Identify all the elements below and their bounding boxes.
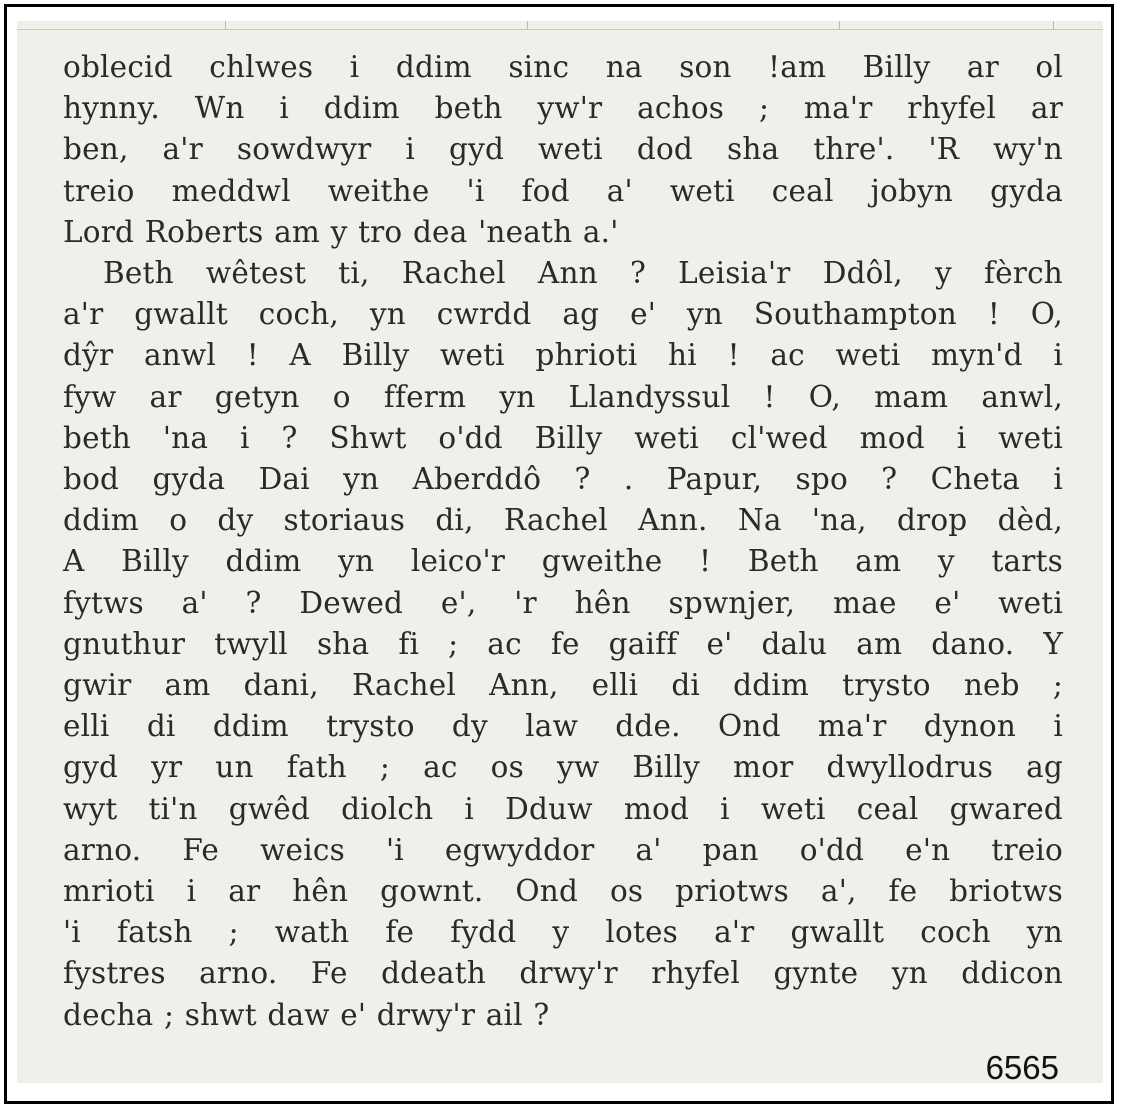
text-line: fyw ar getyn o fferm yn Llandyssul ! O, mam anwl, (63, 379, 1063, 414)
text-line: dŷr anwl ! A Billy weti phrioti hi ! ac weti myn'd i (63, 338, 1063, 373)
text-line: A Billy ddim yn leico'r gweithe ! Beth am y tarts (63, 544, 1063, 579)
paragraph-2 (63, 253, 1063, 1036)
text-line: a'r gwallt coch, yn cwrdd ag e' yn Southampton ! O, (63, 297, 1063, 332)
text-line: 'i fatsh ; wath fe fydd y lotes a'r gwallt coch yn (63, 915, 1063, 950)
text-line: mrioti i ar hên gownt. Ond os priotws a', fe briotws (63, 874, 1063, 909)
text-line: arno. Fe weics 'i egwyddor a' pan o'dd e'n treio (63, 832, 1063, 867)
article-text (63, 47, 1063, 1036)
text-line: Beth wêtest ti, Rachel Ann ? Leisia'r Ddôl, y fèrch (103, 256, 1063, 291)
text-line: gyd yr un fath ; ac os yw Billy mor dwyllodrus ag (63, 750, 1063, 785)
page-number: 6565 (985, 1049, 1059, 1086)
text-line: ben, a'r sowdwyr i gyd weti dod sha thre'. 'R wy'n (63, 132, 1063, 167)
text-line: beth 'na i ? Shwt o'dd Billy weti cl'wed mod i weti (63, 420, 1063, 455)
text-line: wyt ti'n gwêd diolch i Dduw mod i weti ceal gwared (63, 791, 1063, 826)
text-line: treio meddwl weithe 'i fod a' weti ceal jobyn gyda (63, 173, 1063, 208)
text-line: fytws a' ? Dewed e', 'r hên spwnjer, mae e' weti (63, 585, 1063, 620)
text-line: decha ; shwt daw e' drwy'r ail ? (63, 997, 550, 1032)
paragraph-1 (63, 47, 1063, 253)
text-line: Lord Roberts am y tro dea 'neath a.' (63, 214, 619, 249)
scanned-page (17, 21, 1103, 1083)
text-line: ddim o dy storiaus di, Rachel Ann. Na 'na, drop dèd, (63, 503, 1063, 538)
text-line: gnuthur twyll sha fi ; ac fe gaiff e' dalu am dano. Y (63, 626, 1063, 661)
text-line: bod gyda Dai yn Aberddô ? . Papur, spo ? Cheta i (63, 462, 1063, 497)
text-line: gwir am dani, Rachel Ann, elli di ddim trysto neb ; (63, 668, 1063, 703)
text-line: hynny. Wn i ddim beth yw'r achos ; ma'r rhyfel ar (63, 91, 1063, 126)
column-rule (17, 21, 1103, 30)
text-line: oblecid chlwes i ddim sinc na son !am Billy ar ol (63, 50, 1063, 84)
image-frame (4, 4, 1114, 1104)
text-line: elli di ddim trysto dy law dde. Ond ma'r dynon i (63, 709, 1063, 744)
text-line: fystres arno. Fe ddeath drwy'r rhyfel gynte yn ddicon (63, 956, 1063, 991)
